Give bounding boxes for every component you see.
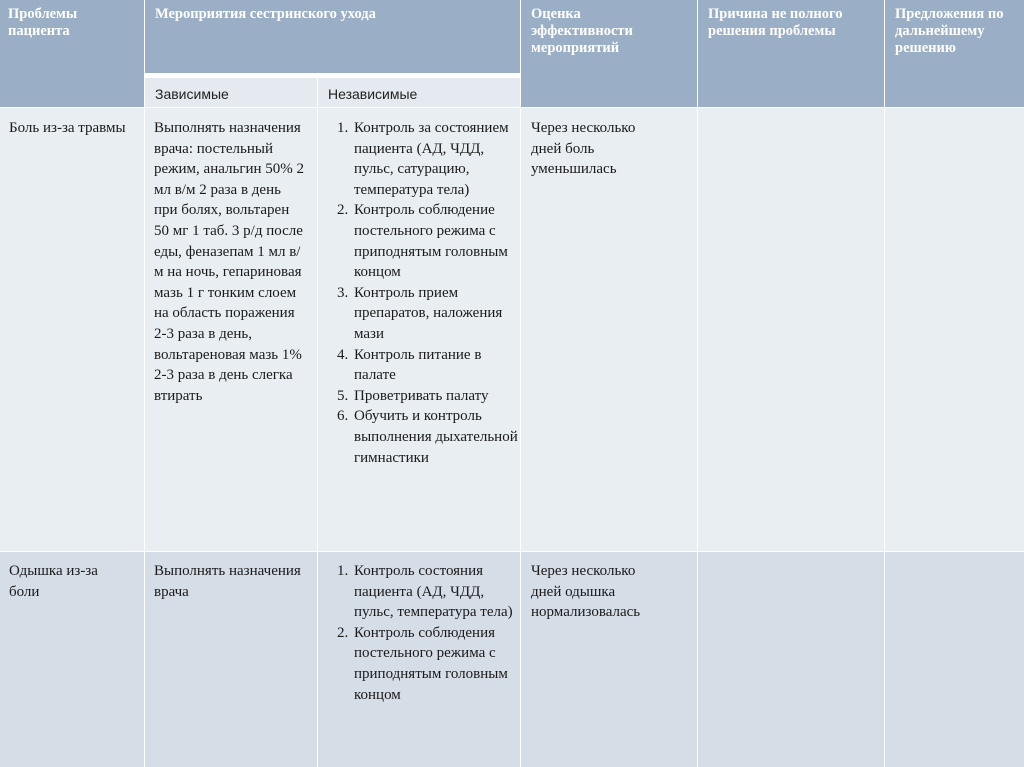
- grid-line: [520, 0, 521, 767]
- header-cell-reason: [698, 0, 884, 107]
- row1-independent: [318, 118, 518, 468]
- row2-independent-list: [318, 561, 518, 705]
- header-independent-label: Независимые: [328, 86, 418, 102]
- header-cell-proposal: [885, 0, 1024, 107]
- row2-problem: Одышка из-за боли: [9, 563, 98, 600]
- list-item: 2. Контроль соблюдения постельного режима с приподнятым головным концом: [352, 623, 518, 705]
- header-proposal-label: Предложения по дальнейшему решению: [895, 6, 1004, 56]
- grid-line: [144, 0, 145, 767]
- header-cell-evaluation: [521, 0, 697, 107]
- list-item: 4. Контроль питание в палате: [352, 345, 518, 386]
- row1-independent-list: [318, 118, 518, 468]
- row1-evaluation: Через несколько дней боль уменьшилась: [531, 120, 636, 178]
- grid-line: [317, 78, 318, 767]
- header-evaluation-label: Оценка эффективности мероприятий: [531, 6, 633, 56]
- grid-line: [0, 551, 1024, 552]
- list-item: 6. Обучить и контроль выполнения дыхательной гимнастики: [352, 406, 518, 468]
- list-item: 5. Проветривать палату: [352, 386, 518, 407]
- header-cell-nursing-care: [145, 0, 520, 73]
- row2-dependent: Выполнять назначения врача: [154, 563, 301, 600]
- list-item: 1. Контроль состояния пациента (АД, ЧДД, пульс, температура тела): [352, 561, 518, 623]
- row2-independent: [318, 561, 518, 705]
- grid-line: [697, 0, 698, 767]
- header-cell-problems: [0, 0, 144, 107]
- row1-reason: [698, 108, 884, 128]
- header-dependent-label: Зависимые: [155, 86, 229, 102]
- grid-line: [884, 0, 885, 767]
- list-item: 2. Контроль соблюдение постельного режима с приподнятым головным концом: [352, 200, 518, 282]
- header-nursing-care-label: Мероприятия сестринского ухода: [155, 6, 376, 22]
- list-item: 3. Контроль прием препаратов, наложения мази: [352, 283, 518, 345]
- list-item: 1. Контроль за состоянием пациента (АД, ЧДД, пульс, сатурацию, температура тела): [352, 118, 518, 200]
- grid-line: [0, 107, 1024, 108]
- row2-proposal: [885, 551, 1024, 571]
- row2-reason: [698, 551, 884, 571]
- header-problems-label: Проблемы пациента: [8, 6, 78, 39]
- row1-proposal: [885, 108, 1024, 128]
- row1-problem: Боль из-за травмы: [9, 120, 126, 136]
- header-divider: [145, 73, 520, 78]
- row1-dependent: Выполнять назначения врача: постельный режим, анальгин 50% 2 мл в/м 2 раза в день при болях, вольтарен 50 мг 1 таб. 3 р/д после еды, феназепам 1 мл в/м на ночь, гепариновая мазь 1 г тонким слоем на область поражения 2-3 раза в день, вольтареновая мазь 1% 2-3 раза в день слегка втирать: [154, 120, 305, 404]
- row2-evaluation: Через несколько дней одышка нормализовалась: [531, 563, 641, 621]
- header-cell-dependent: [145, 78, 317, 108]
- header-cell-independent: [318, 78, 520, 108]
- header-reason-label: Причина не полного решения проблемы: [708, 6, 843, 39]
